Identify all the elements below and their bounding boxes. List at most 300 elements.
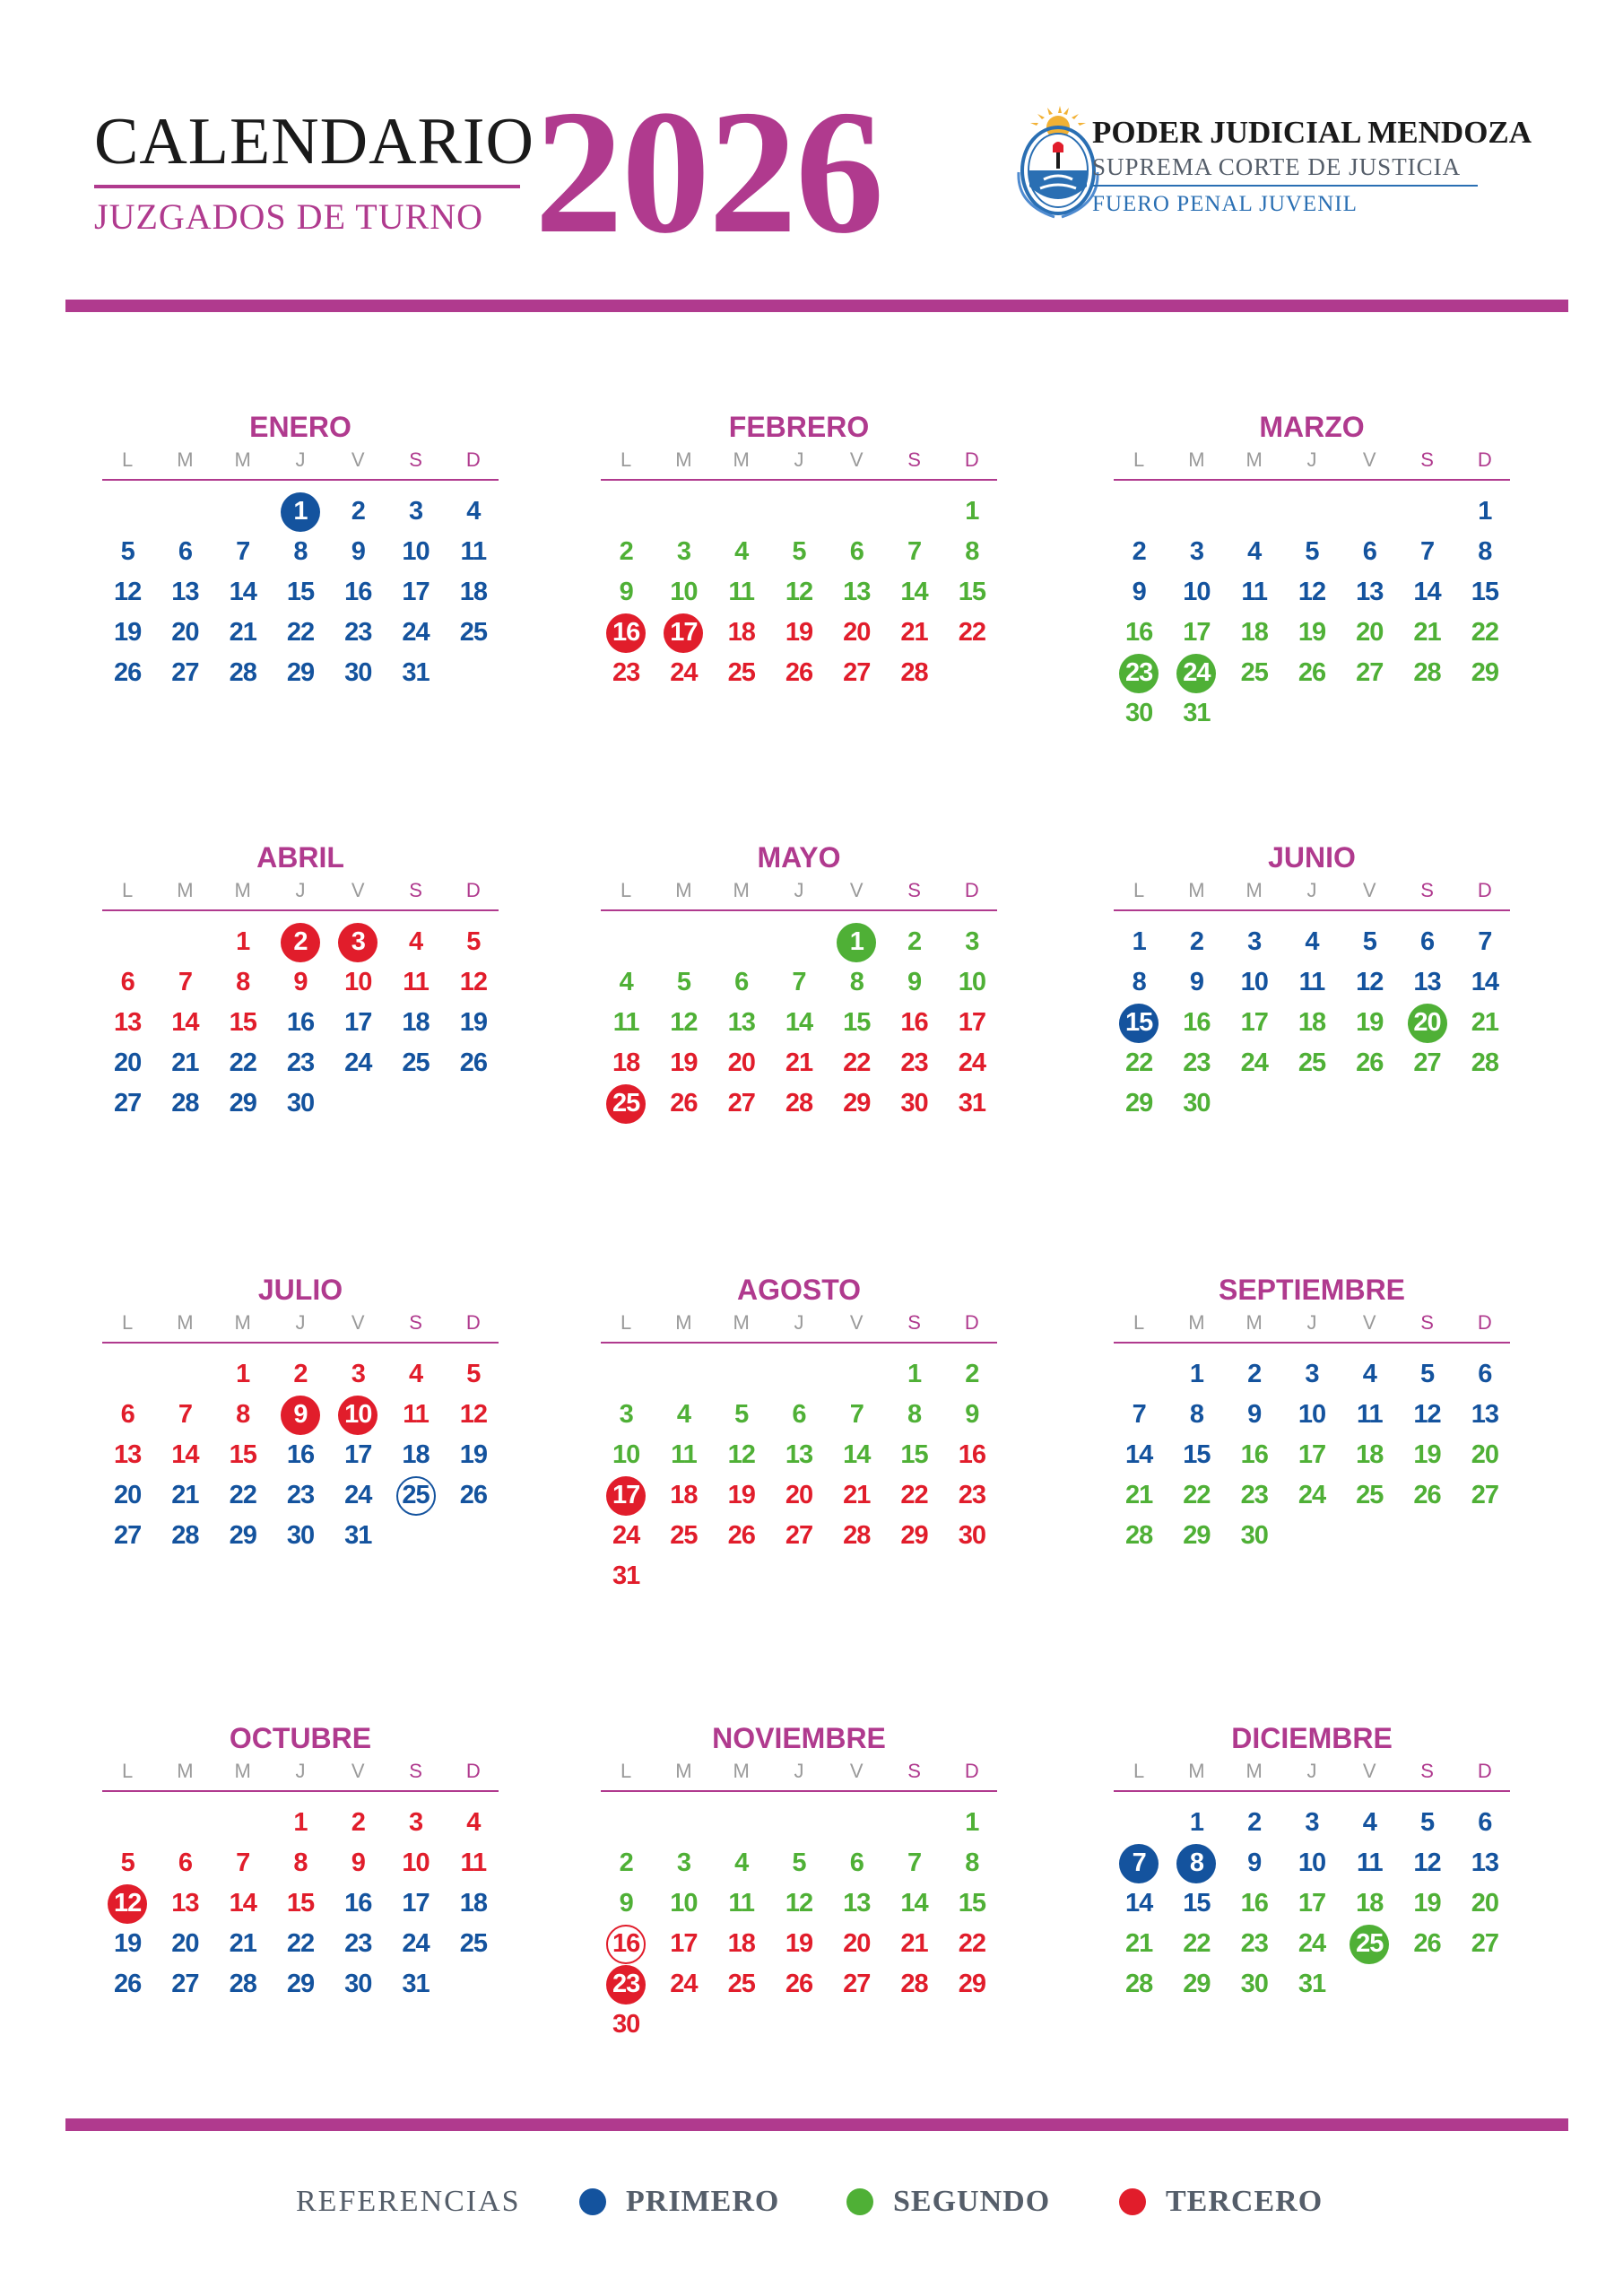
- day-cell: [1456, 1803, 1514, 1843]
- day-cell: [655, 1843, 712, 1883]
- weekday-label: J: [1306, 1760, 1317, 1782]
- day-number: 15: [229, 1440, 256, 1469]
- month-name: AGOSTO: [736, 1274, 862, 1306]
- empty-cell: [655, 1803, 712, 1843]
- day-number: 21: [843, 1481, 871, 1509]
- day-number: 13: [727, 1008, 755, 1037]
- day-number: 2: [619, 537, 633, 566]
- day-cell: [770, 1843, 828, 1883]
- day-cell: [1283, 1395, 1341, 1435]
- day-number: 29: [1183, 1521, 1211, 1550]
- day-number: 18: [1240, 618, 1268, 647]
- day-cell: [828, 653, 885, 693]
- day-number: 24: [612, 1521, 640, 1550]
- day-number: 22: [900, 1481, 928, 1509]
- day-number: 8: [907, 1400, 922, 1429]
- day-cell: [655, 1516, 712, 1556]
- day-number: 24: [402, 618, 430, 647]
- empty-cell: [597, 922, 655, 962]
- day-cell: [943, 1516, 1001, 1556]
- day-number: 3: [676, 537, 690, 566]
- weekday-label: D: [964, 1311, 979, 1334]
- day-cell: [272, 1435, 329, 1475]
- weekday-label: L: [621, 879, 632, 901]
- day-cell: [1341, 962, 1398, 1003]
- day-number: 21: [785, 1048, 813, 1077]
- day-number: 20: [727, 1048, 755, 1077]
- weekday-label: D: [964, 879, 979, 901]
- day-number: 14: [1125, 1440, 1153, 1469]
- day-number: 7: [178, 968, 192, 996]
- day-number: 29: [229, 1089, 256, 1118]
- day-number: 18: [459, 578, 487, 606]
- day-number: 15: [900, 1440, 928, 1469]
- day-number: 17: [670, 1929, 698, 1958]
- day-number: 5: [792, 537, 806, 566]
- day-cell: [1167, 1843, 1225, 1883]
- day-cell: [597, 2005, 655, 2045]
- day-number: 1: [965, 1808, 979, 1837]
- day-number: 15: [958, 1889, 985, 1918]
- day-cell: [1167, 1516, 1225, 1556]
- day-number: 18: [1356, 1440, 1384, 1469]
- day-number: 28: [1413, 658, 1441, 687]
- day-cell: [885, 1475, 942, 1516]
- day-cell: [1283, 1003, 1341, 1043]
- weekday-label: J: [794, 448, 804, 471]
- empty-cell: [99, 491, 156, 532]
- day-cell: [770, 1003, 828, 1043]
- weekday-header: [99, 1756, 502, 1787]
- day-cell: [770, 1883, 828, 1924]
- day-number: 25: [1240, 658, 1268, 687]
- day-number: 14: [1125, 1889, 1153, 1918]
- day-number: 14: [171, 1008, 199, 1037]
- day-cell: [156, 613, 213, 653]
- empty-cell: [1110, 491, 1167, 532]
- days-grid: [99, 922, 502, 1124]
- day-cell: [597, 1475, 655, 1516]
- day-number: 23: [958, 1481, 985, 1509]
- day-number: 21: [229, 618, 256, 647]
- day-number: 27: [171, 1970, 199, 1998]
- day-cell: [272, 1083, 329, 1124]
- day-number: 10: [344, 968, 372, 996]
- footer-band: [65, 2118, 1568, 2131]
- day-cell: [1167, 1475, 1225, 1516]
- day-number: 13: [843, 578, 871, 606]
- day-cell: [1167, 922, 1225, 962]
- day-cell: [770, 1475, 828, 1516]
- day-number: 17: [1298, 1889, 1326, 1918]
- weekday-label: L: [1133, 879, 1145, 901]
- month-name: ENERO: [249, 411, 352, 443]
- weekday-label: J: [295, 448, 306, 471]
- day-cell: [597, 962, 655, 1003]
- day-number: 25: [1356, 1481, 1384, 1509]
- empty-cell: [99, 1803, 156, 1843]
- day-cell: [1341, 1475, 1398, 1516]
- weekday-header: [99, 445, 502, 475]
- day-cell: [1283, 1354, 1341, 1395]
- day-cell: [1226, 1516, 1283, 1556]
- weekday-label: M: [1188, 1760, 1205, 1782]
- day-number: 23: [286, 1481, 315, 1509]
- day-number: 5: [120, 1848, 135, 1877]
- calendar-subtitle: JUZGADOS DE TURNO: [94, 196, 484, 237]
- weekday-label: D: [1477, 1311, 1492, 1334]
- empty-cell: [770, 1354, 828, 1395]
- month-abril: [99, 839, 502, 1124]
- day-number: 18: [402, 1008, 430, 1037]
- day-number: 7: [236, 1848, 250, 1877]
- day-number: 8: [236, 1400, 250, 1429]
- day-cell: [99, 613, 156, 653]
- day-number: 2: [1247, 1360, 1262, 1388]
- days-grid: [1110, 491, 1514, 734]
- day-number: 28: [229, 658, 256, 687]
- day-cell: [770, 962, 828, 1003]
- day-cell: [329, 1843, 386, 1883]
- day-cell: [386, 1964, 444, 2005]
- weekday-label: S: [1420, 1311, 1434, 1334]
- month-name: FEBRERO: [728, 411, 870, 443]
- day-number: 5: [466, 1360, 481, 1388]
- day-number: 20: [114, 1048, 142, 1077]
- empty-cell: [1167, 491, 1225, 532]
- day-cell: [1167, 572, 1225, 613]
- day-cell: [445, 1883, 502, 1924]
- month-marzo: [1110, 409, 1514, 734]
- calendar-title: CALENDARIO: [94, 105, 534, 178]
- empty-cell: [828, 1354, 885, 1395]
- day-number: 24: [402, 1929, 430, 1958]
- day-cell: [99, 1003, 156, 1043]
- day-cell: [156, 1003, 213, 1043]
- highlighted-day: 2: [281, 923, 320, 962]
- day-number: 6: [1478, 1808, 1492, 1837]
- day-number: 18: [402, 1440, 430, 1469]
- day-number: 2: [1132, 537, 1146, 566]
- day-number: 22: [1183, 1481, 1211, 1509]
- day-cell: [885, 1043, 942, 1083]
- day-cell: [1398, 1924, 1455, 1964]
- weekday-label: L: [122, 448, 134, 471]
- day-cell: [1167, 653, 1225, 693]
- day-number: 19: [670, 1048, 698, 1077]
- day-cell: [1226, 613, 1283, 653]
- day-cell: [329, 1435, 386, 1475]
- day-cell: [1283, 1883, 1341, 1924]
- highlighted-day: 15: [1119, 1004, 1159, 1043]
- day-cell: [99, 1883, 156, 1924]
- day-number: 12: [1356, 968, 1384, 996]
- month-divider: [601, 1342, 997, 1344]
- day-cell: [828, 1003, 885, 1043]
- weekday-header: [1110, 875, 1514, 906]
- days-grid: [1110, 922, 1514, 1124]
- day-cell: [713, 1435, 770, 1475]
- day-cell: [1456, 572, 1514, 613]
- day-number: 21: [900, 1929, 928, 1958]
- day-cell: [1398, 1354, 1455, 1395]
- day-number: 15: [1183, 1440, 1211, 1469]
- day-cell: [445, 613, 502, 653]
- day-cell: [713, 1083, 770, 1124]
- weekday-header: [99, 1308, 502, 1338]
- day-number: 22: [286, 1929, 315, 1958]
- days-grid: [1110, 1803, 1514, 2005]
- day-cell: [943, 1924, 1001, 1964]
- legend-label: TERCERO: [1166, 2185, 1324, 2218]
- day-cell: [156, 653, 213, 693]
- day-cell: [770, 1043, 828, 1083]
- day-cell: [828, 572, 885, 613]
- day-cell: [943, 613, 1001, 653]
- day-cell: [386, 613, 444, 653]
- day-cell: [272, 572, 329, 613]
- day-cell: [386, 1475, 444, 1516]
- day-number: 1: [1189, 1360, 1203, 1388]
- month-divider: [1114, 479, 1510, 481]
- day-number: 17: [958, 1008, 985, 1037]
- day-cell: [713, 1924, 770, 1964]
- day-number: 19: [785, 1929, 813, 1958]
- month-divider: [601, 479, 997, 481]
- day-number: 7: [236, 537, 250, 566]
- day-number: 12: [1413, 1400, 1441, 1429]
- day-cell: [828, 1395, 885, 1435]
- day-number: 12: [459, 1400, 487, 1429]
- day-number: 2: [351, 497, 365, 526]
- day-cell: [99, 1516, 156, 1556]
- day-number: 30: [900, 1089, 928, 1118]
- day-number: 19: [114, 1929, 142, 1958]
- empty-cell: [156, 922, 213, 962]
- day-cell: [329, 1883, 386, 1924]
- month-name: SEPTIEMBRE: [1218, 1274, 1406, 1306]
- day-number: 29: [1471, 658, 1498, 687]
- day-cell: [445, 1924, 502, 1964]
- day-cell: [445, 1803, 502, 1843]
- day-cell: [828, 1083, 885, 1124]
- day-cell: [1398, 962, 1455, 1003]
- day-cell: [713, 1516, 770, 1556]
- empty-cell: [713, 922, 770, 962]
- day-cell: [828, 1883, 885, 1924]
- day-cell: [885, 1883, 942, 1924]
- day-cell: [156, 1843, 213, 1883]
- highlighted-day: 10: [338, 1396, 378, 1435]
- day-cell: [943, 1435, 1001, 1475]
- weekday-label: L: [122, 879, 134, 901]
- day-cell: [655, 613, 712, 653]
- day-number: 12: [1413, 1848, 1441, 1877]
- day-number: 16: [1240, 1889, 1268, 1918]
- weekday-label: M: [675, 879, 692, 901]
- day-number: 6: [792, 1400, 806, 1429]
- legend-item-tercero: [1119, 2185, 1323, 2219]
- day-number: 9: [293, 968, 308, 996]
- day-cell: [885, 922, 942, 962]
- day-number: 9: [351, 537, 365, 566]
- day-cell: [597, 1043, 655, 1083]
- day-number: 31: [612, 1561, 640, 1590]
- day-cell: [156, 1435, 213, 1475]
- empty-cell: [885, 1803, 942, 1843]
- day-cell: [713, 1395, 770, 1435]
- empty-cell: [214, 491, 272, 532]
- day-cell: [386, 1003, 444, 1043]
- day-cell: [1398, 1843, 1455, 1883]
- day-cell: [1283, 1803, 1341, 1843]
- month-name: JULIO: [257, 1274, 343, 1306]
- day-cell: [655, 532, 712, 572]
- day-number: 29: [286, 1970, 315, 1998]
- day-cell: [156, 1475, 213, 1516]
- day-number: 3: [1305, 1808, 1319, 1837]
- day-cell: [99, 1083, 156, 1124]
- day-cell: [445, 532, 502, 572]
- day-number: 27: [1356, 658, 1384, 687]
- day-number: 19: [1356, 1008, 1384, 1037]
- weekday-header: [597, 445, 1001, 475]
- day-cell: [1226, 1003, 1283, 1043]
- weekday-label: D: [465, 1311, 481, 1334]
- day-cell: [655, 1435, 712, 1475]
- day-cell: [445, 491, 502, 532]
- day-cell: [99, 532, 156, 572]
- day-number: 20: [785, 1481, 813, 1509]
- day-cell: [1398, 1003, 1455, 1043]
- day-cell: [445, 1395, 502, 1435]
- day-cell: [1341, 1924, 1398, 1964]
- day-cell: [1226, 532, 1283, 572]
- day-number: 4: [1305, 927, 1319, 956]
- day-cell: [943, 572, 1001, 613]
- day-cell: [99, 1843, 156, 1883]
- day-number: 11: [671, 1440, 697, 1469]
- day-cell: [272, 962, 329, 1003]
- day-cell: [272, 922, 329, 962]
- day-number: 27: [727, 1089, 755, 1118]
- day-number: 11: [1356, 1848, 1383, 1877]
- day-number: 14: [900, 1889, 928, 1918]
- month-agosto: [597, 1272, 1001, 1596]
- day-number: 4: [676, 1400, 690, 1429]
- day-cell: [885, 532, 942, 572]
- day-number: 24: [670, 658, 698, 687]
- empty-cell: [655, 1354, 712, 1395]
- weekday-label: S: [1420, 1760, 1434, 1782]
- day-number: 6: [734, 968, 749, 996]
- weekday-label: M: [177, 448, 194, 471]
- day-number: 8: [293, 1848, 308, 1877]
- empty-cell: [770, 491, 828, 532]
- day-cell: [943, 1083, 1001, 1124]
- day-number: 27: [1413, 1048, 1441, 1077]
- month-mayo: [597, 839, 1001, 1124]
- day-number: 22: [1125, 1048, 1153, 1077]
- day-cell: [445, 1435, 502, 1475]
- circled-day: 25: [396, 1476, 436, 1516]
- weekday-label: J: [295, 1760, 306, 1782]
- day-number: 8: [1132, 968, 1146, 996]
- day-cell: [1398, 653, 1455, 693]
- day-cell: [156, 1043, 213, 1083]
- day-cell: [885, 962, 942, 1003]
- weekday-label: J: [1306, 1311, 1317, 1334]
- day-cell: [597, 613, 655, 653]
- day-number: 28: [785, 1089, 813, 1118]
- day-cell: [214, 613, 272, 653]
- day-cell: [655, 1395, 712, 1435]
- day-cell: [329, 1924, 386, 1964]
- empty-cell: [713, 1354, 770, 1395]
- weekday-label: S: [907, 1760, 921, 1782]
- day-number: 30: [612, 2010, 640, 2039]
- day-cell: [1226, 1843, 1283, 1883]
- day-number: 5: [1419, 1360, 1435, 1388]
- day-cell: [1167, 1395, 1225, 1435]
- day-number: 8: [1478, 537, 1492, 566]
- legend: [0, 2178, 1623, 2231]
- day-number: 26: [1298, 658, 1326, 687]
- day-number: 4: [408, 927, 423, 956]
- day-number: 30: [1240, 1970, 1268, 1998]
- day-number: 21: [229, 1929, 256, 1958]
- weekday-label: M: [1245, 1311, 1263, 1334]
- weekday-label: L: [621, 1760, 632, 1782]
- day-cell: [770, 1083, 828, 1124]
- day-number: 14: [785, 1008, 813, 1037]
- day-cell: [1456, 1435, 1514, 1475]
- day-number: 4: [1362, 1808, 1376, 1837]
- day-cell: [386, 572, 444, 613]
- day-number: 28: [900, 658, 928, 687]
- day-cell: [1167, 1964, 1225, 2005]
- day-cell: [329, 1043, 386, 1083]
- day-number: 24: [1298, 1929, 1326, 1958]
- empty-cell: [1110, 1803, 1167, 1843]
- day-number: 17: [402, 578, 430, 606]
- day-number: 29: [1183, 1970, 1211, 1998]
- weekday-label: M: [177, 879, 194, 901]
- day-number: 6: [1419, 927, 1435, 956]
- day-number: 28: [900, 1970, 928, 1998]
- day-number: 16: [1183, 1008, 1211, 1037]
- weekday-label: D: [964, 1760, 979, 1782]
- weekday-label: L: [122, 1760, 134, 1782]
- day-number: 6: [120, 1400, 135, 1429]
- day-number: 7: [1478, 927, 1492, 956]
- day-number: 18: [459, 1889, 487, 1918]
- day-cell: [885, 1924, 942, 1964]
- day-cell: [713, 653, 770, 693]
- day-cell: [1226, 922, 1283, 962]
- day-cell: [770, 613, 828, 653]
- day-cell: [1110, 962, 1167, 1003]
- day-cell: [1398, 1435, 1455, 1475]
- weekday-label: S: [1420, 448, 1434, 471]
- days-grid: [1110, 1354, 1514, 1556]
- day-cell: [770, 1395, 828, 1435]
- day-cell: [156, 1083, 213, 1124]
- day-number: 29: [1125, 1089, 1153, 1118]
- day-cell: [386, 653, 444, 693]
- day-number: 10: [670, 1889, 698, 1918]
- day-cell: [1110, 1475, 1167, 1516]
